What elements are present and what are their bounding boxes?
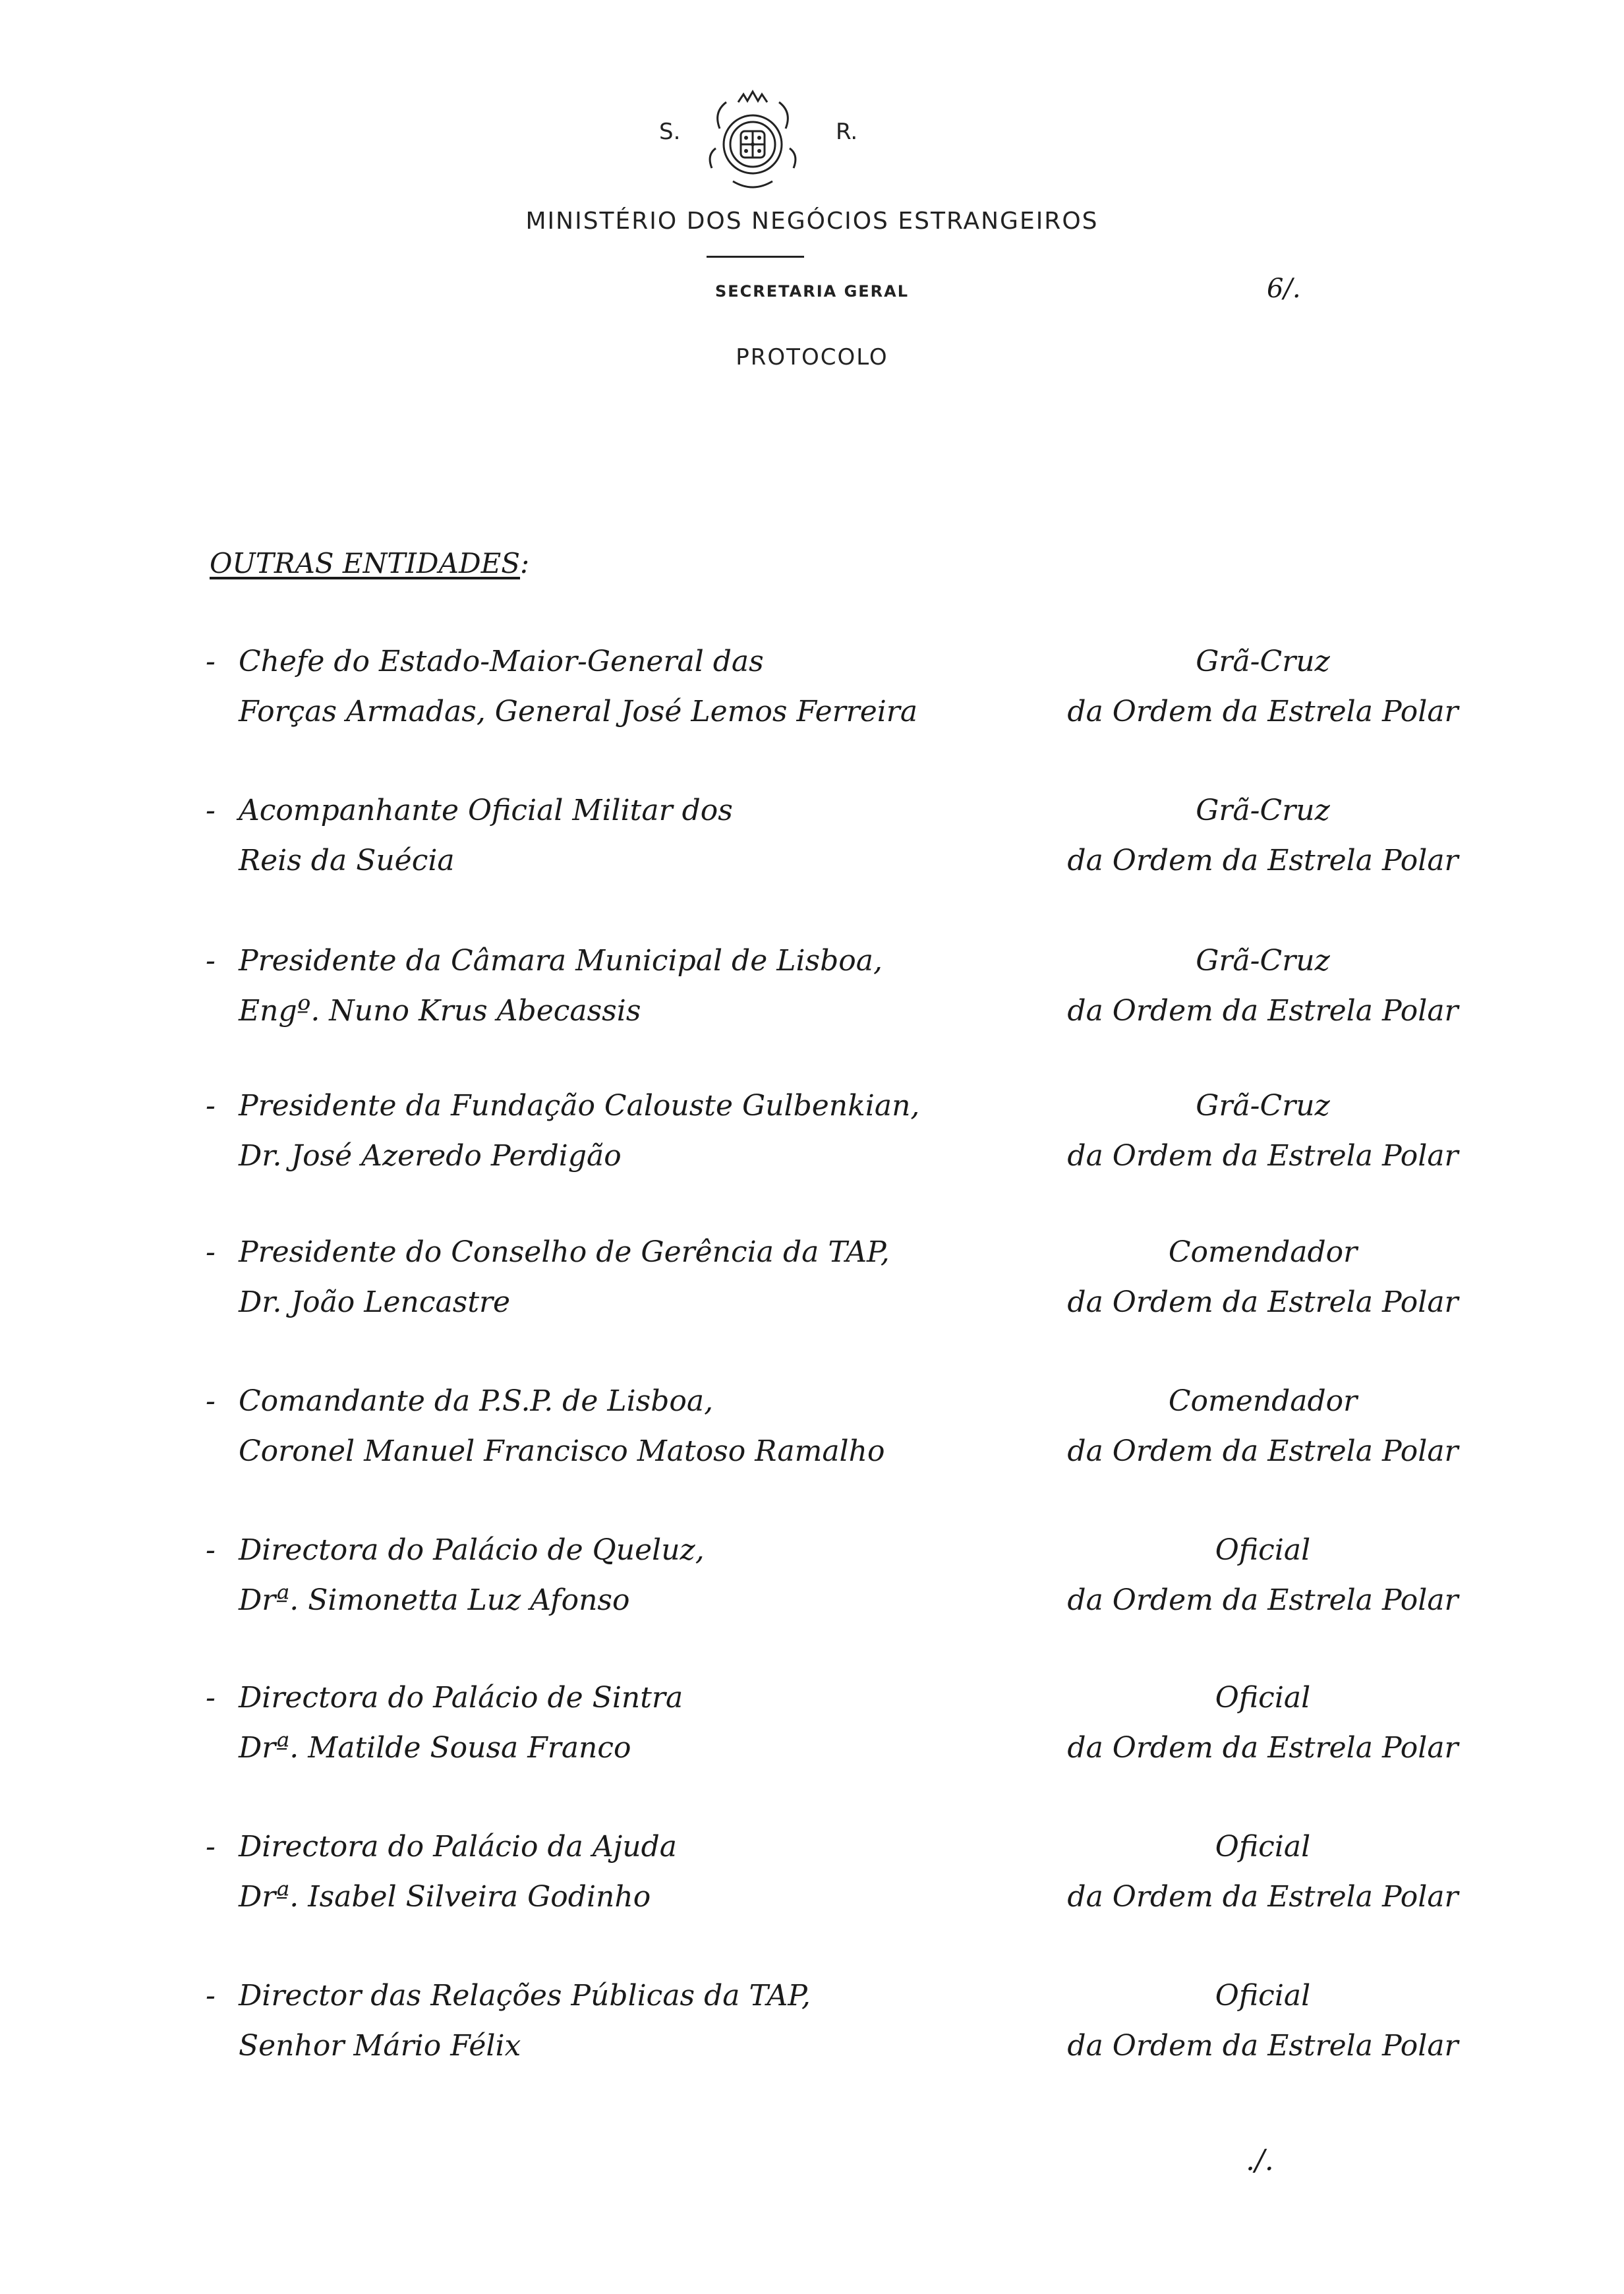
entry-order: da Ordem da Estrela Polar [1067,1731,1459,1765]
coat-of-arms-row [0,89,1624,194]
entry-order: da Ordem da Estrela Polar [1067,695,1459,728]
list-item [0,944,1624,1063]
list-bullet: - [206,1830,216,1864]
entry-title: Acompanhante Oficial Militar dos [239,794,733,827]
entry-grade: Oficial [1215,1979,1311,2013]
list-bullet: - [206,645,216,678]
entry-name: Dr. João Lencastre [239,1285,511,1319]
list-item [0,645,1624,763]
section-title-text: OUTRAS ENTIDADES [210,547,521,579]
page-number: 6/. [1267,274,1301,304]
entry-grade: Comendador [1168,1384,1358,1418]
entry-title: Chefe do Estado-Maior-General das [239,645,764,678]
entry-name: Senhor Mário Félix [239,2029,521,2063]
list-item [0,1681,1624,1800]
entry-order: da Ordem da Estrela Polar [1067,1139,1459,1173]
list-item [0,1979,1624,2098]
entry-name: Forças Armadas, General José Lemos Ferreira [239,695,918,728]
entry-title: Comandante da P.S.P. de Lisboa, [239,1384,714,1418]
entry-grade: Grã-Cruz [1196,1089,1330,1123]
list-bullet: - [206,794,216,827]
list-item [0,794,1624,912]
list-item [0,1089,1624,1208]
entry-order: da Ordem da Estrela Polar [1067,844,1459,877]
entry-grade: Grã-Cruz [1196,944,1330,978]
entry-order: da Ordem da Estrela Polar [1067,1434,1459,1468]
entry-name: Drª. Matilde Sousa Franco [239,1731,631,1765]
list-bullet: - [206,1089,216,1123]
entry-grade: Grã-Cruz [1196,794,1330,827]
entry-name: Dr. José Azeredo Perdigão [239,1139,622,1173]
entry-name: Engº. Nuno Krus Abecassis [239,994,641,1028]
list-item [0,1830,1624,1949]
seal-letter-right: R. [836,119,858,145]
list-item [0,1384,1624,1503]
entry-title: Directora do Palácio da Ajuda [239,1830,678,1864]
entry-order: da Ordem da Estrela Polar [1067,994,1459,1028]
entry-grade: Oficial [1215,1533,1311,1567]
entry-grade: Comendador [1168,1235,1358,1269]
list-item [0,1235,1624,1354]
list-bullet: - [206,1681,216,1715]
entry-grade: Oficial [1215,1681,1311,1715]
entry-name: Reis da Suécia [239,844,455,877]
entry-grade: Oficial [1215,1830,1311,1864]
continuation-mark: ./. [1246,2144,1274,2177]
entry-order: da Ordem da Estrela Polar [1067,1880,1459,1914]
entry-name: Drª. Simonetta Luz Afonso [239,1583,630,1617]
entry-title: Presidente da Fundação Calouste Gulbenkian, [239,1089,920,1123]
ministry-title: MINISTÉRIO DOS NEGÓCIOS ESTRANGEIROS [525,208,1099,235]
entry-name: Coronel Manuel Francisco Matoso Ramalho [239,1434,885,1468]
list-bullet: - [206,1979,216,2013]
entry-grade: Grã-Cruz [1196,645,1330,678]
header-divider [707,256,804,258]
entry-order: da Ordem da Estrela Polar [1067,1285,1459,1319]
entry-title: Presidente da Câmara Municipal de Lisboa, [239,944,883,978]
list-bullet: - [206,1235,216,1269]
list-bullet: - [206,1533,216,1567]
list-bullet: - [206,944,216,978]
entry-order: da Ordem da Estrela Polar [1067,1583,1459,1617]
list-bullet: - [206,1384,216,1418]
protocolo-label: PROTOCOLO [736,344,888,370]
entry-title: Directora do Palácio de Queluz, [239,1533,705,1567]
seal-letter-left: S. [659,119,681,145]
list-item [0,1533,1624,1652]
secretaria-label: SECRETARIA GERAL [714,282,910,301]
entry-title: Directora do Palácio de Sintra [239,1681,683,1715]
entry-name: Drª. Isabel Silveira Godinho [239,1880,651,1914]
entry-title: Presidente do Conselho de Gerência da TAP, [239,1235,890,1269]
entry-title: Director das Relações Públicas da TAP, [239,1979,811,2013]
coat-of-arms-icon [700,89,805,194]
entry-order: da Ordem da Estrela Polar [1067,2029,1459,2063]
section-title: OUTRAS ENTIDADES: [210,547,530,579]
